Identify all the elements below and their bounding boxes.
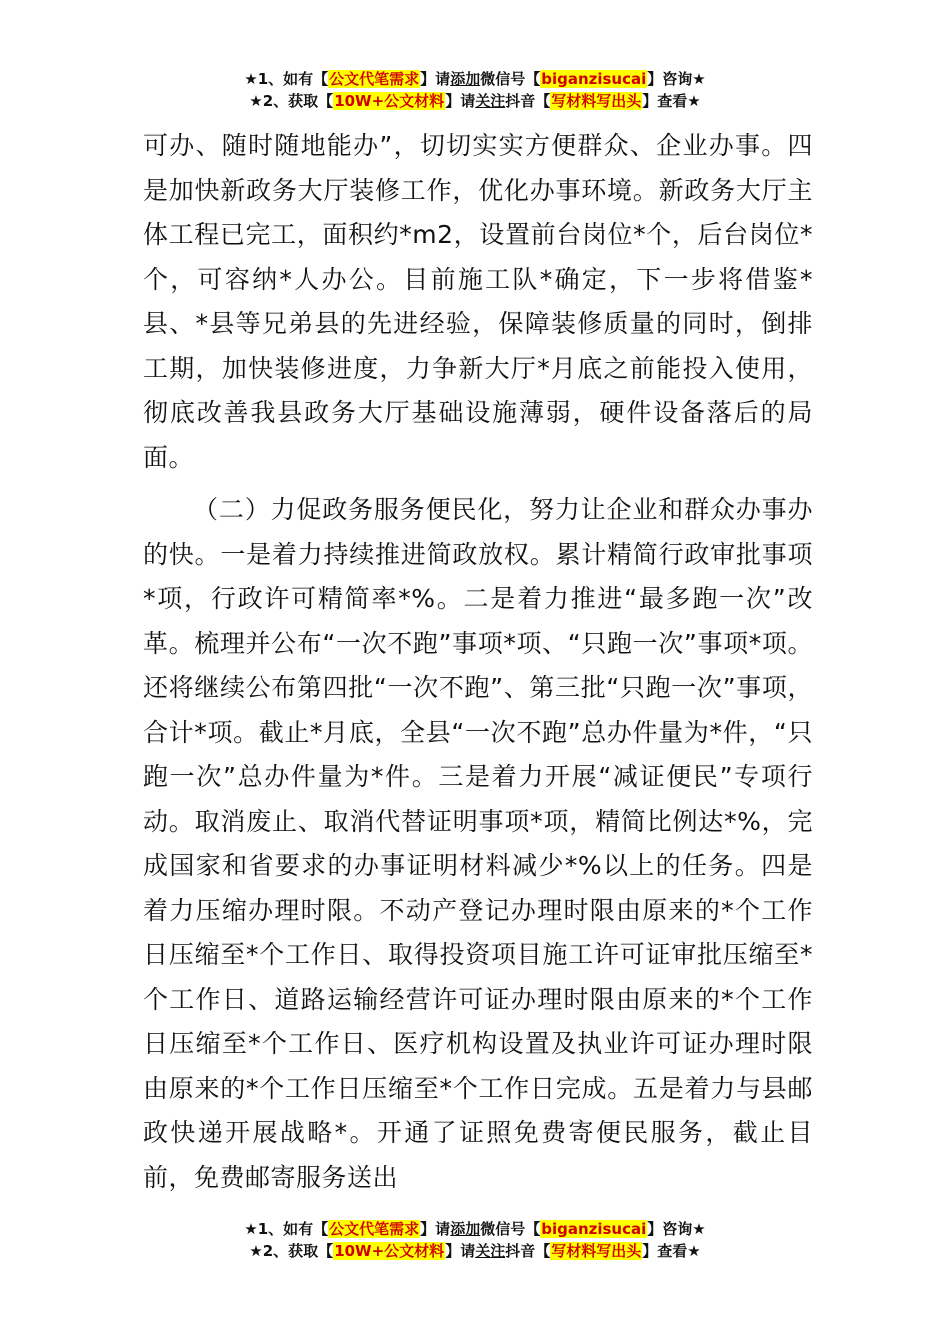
banner-line-1 — [0, 1218, 950, 1240]
banner-text: 】请 — [445, 92, 476, 110]
body-paragraph-2: （二）力促政务服务便民化，努力让企业和群众办事办的快。一是着力持续推进简政放权。累计精简行政审批事项*项，行政许可精简率*%。二是着力推进“最多跑一次”改革。梳理并公布“一次不跑”事项*项、“只跑一次”事项*项。还将继续公布第四批“一次不跑”、第三批“只跑一次”事项，合计*项。截止*月底，全县“一次不跑”总办件量为*件，“只跑一次”总办件量为*件。三是着力开展“减证便民”专项行动。取消废止、取消代替证明事项*项，精简比例达*%，完成国家和省要求的办事证明材料减少*%以上的任务。四是着力压缩办理时限。不动产登记办理时限由原来的*个工作日压缩至*个工作日、取得投资项目施工许可证审批压缩至*个工作日、道路运输经营许可证办理时限由原来的*个工作日压缩至*个工作日、医疗机构设置及执业许可证办理时限由原来的*个工作日压缩至*个工作日完成。五是着力与县邮政快递开展战略*。开通了证照免费寄便民服务，截止目前，免费邮寄服务送出 — [143, 495, 813, 1192]
banner-text: ★2、获取【 — [249, 1242, 334, 1260]
banner-text: ★1、如有【 — [244, 70, 329, 88]
body-paragraph-1: 可办、随时随地能办”，切切实实方便群众、企业办事。四是加快新政务大厅装修工作，优化办事环境。新政务大厅主体工程已完工，面积约*m2，设置前台岗位*个，后台岗位*个，可容纳*人办公。目前施工队*确定，下一步将借鉴*县、*县等兄弟县的先进经验，保障装修质量的同时，倒排工期，加快装修进度，力争新大厅*月底之前能投入使用，彻底改善我县政务大厅基础设施薄弱，硬件设备落后的局面。 — [143, 131, 813, 472]
banner-text: 微信号【 — [480, 1220, 541, 1238]
banner-text: 】请 — [420, 1220, 451, 1238]
banner-underlined-text: 添加 — [450, 70, 481, 88]
banner-underlined-text: 添加 — [450, 1220, 481, 1238]
banner-text: 】请 — [445, 1242, 476, 1260]
banner-line-2 — [0, 1240, 950, 1262]
banner-text: 】咨询★ — [647, 70, 706, 88]
banner-underlined-text: 关注 — [475, 92, 506, 110]
footer-banner — [0, 1218, 950, 1262]
banner-underlined-text: 关注 — [475, 1242, 506, 1260]
banner-highlight: biganzisucai — [541, 70, 647, 88]
banner-highlight: 10W+公文材料 — [334, 1242, 445, 1260]
document-body — [143, 124, 813, 1200]
banner-text: 】查看★ — [642, 1242, 701, 1260]
banner-highlight: 公文代笔需求 — [329, 70, 420, 88]
banner-text: ★1、如有【 — [244, 1220, 329, 1238]
banner-line-2 — [0, 90, 950, 112]
banner-highlight: 写材料写出头 — [551, 1242, 642, 1260]
banner-highlight: biganzisucai — [541, 1220, 647, 1238]
banner-text: 抖音【 — [505, 1242, 551, 1260]
banner-text: 抖音【 — [505, 92, 551, 110]
banner-line-1 — [0, 68, 950, 90]
header-banner — [0, 68, 950, 112]
banner-text: 】查看★ — [642, 92, 701, 110]
banner-highlight: 写材料写出头 — [551, 92, 642, 110]
banner-highlight: 10W+公文材料 — [334, 92, 445, 110]
banner-text: 微信号【 — [480, 70, 541, 88]
banner-highlight: 公文代笔需求 — [329, 1220, 420, 1238]
banner-text: 】请 — [420, 70, 451, 88]
banner-text: ★2、获取【 — [249, 92, 334, 110]
banner-text: 】咨询★ — [647, 1220, 706, 1238]
